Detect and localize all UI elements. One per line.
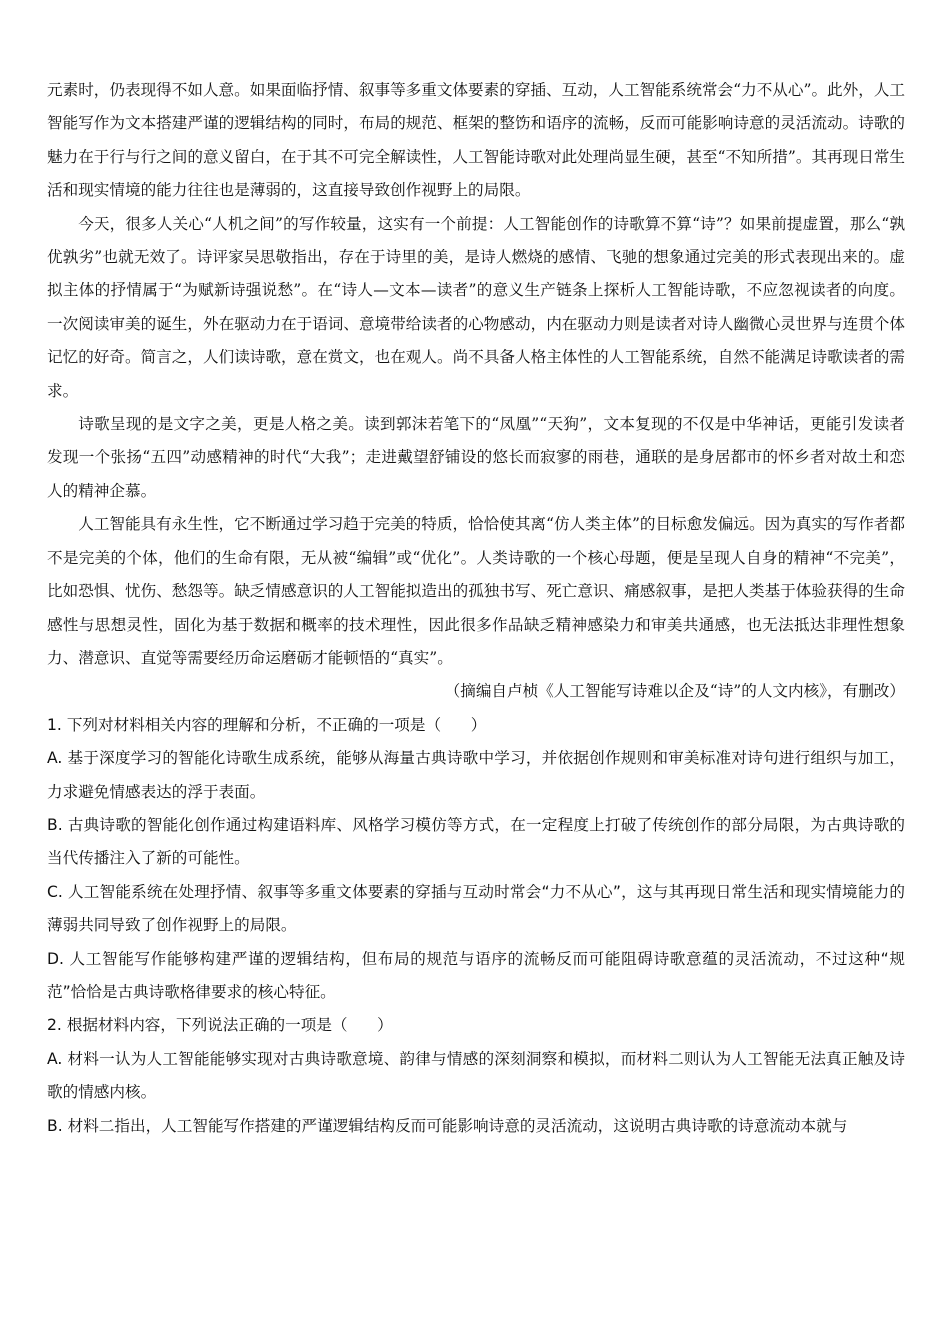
question-2-option-b: B. 材料二指出，人工智能写作搭建的严谨逻辑结构反而可能影响诗意的灵活流动，这说明古典诗歌的诗意流动本就与 bbox=[47, 1116, 848, 1135]
paragraph-1: 元素时，仍表现得不如人意。如果面临抒情、叙事等多重文体要素的穿插、互动，人工智能系统常会“力不从心”。此外，人工智能写作为文本搭建严谨的逻辑结构的同时，布局的规范、框架的整饬和语序的流畅，反而可能影响诗意的灵活流动。诗歌的魅力在于行与行之间的意义留白，在于其不可完全解读性，人工智能诗歌对此处理尚显生硬，甚至“不知所措”。其再现日常生活和现实情境的能力往往也是薄弱的，这直接导致创作视野上的局限。 bbox=[47, 81, 906, 200]
question-2-stem-text: 2. 根据材料内容，下列说法正确的一项是（ bbox=[47, 1016, 348, 1035]
paragraph-3: 诗歌呈现的是文字之美，更是人格之美。读到郭沫若笔下的“凤凰”“天狗”，文本复现的不仅是中华神话，更能引发读者发现一个张扬“五四”动感精神的时代“大我”；走进戴望舒铺设的悠长而寂寥的雨巷，通联的是身居都市的怀乡者对故土和恋人的精神企慕。 bbox=[47, 415, 905, 500]
document-page bbox=[47, 74, 905, 1143]
question-2-option-a: A. 材料一认为人工智能能够实现对古典诗歌意境、韵律与情感的深刻洞察和模拟，而材料二则认为人工智能无法真正触及诗歌的情感内核。 bbox=[47, 1049, 905, 1102]
question-1-option-a: A. 基于深度学习的智能化诗歌生成系统，能够从海量古典诗歌中学习，并依据创作规则和审美标准对诗句进行组织与加工，力求避免情感表达的浮于表面。 bbox=[47, 749, 905, 801]
question-1-stem-close: ） bbox=[470, 715, 487, 734]
question-1-option-b: B. 古典诗歌的智能化创作通过构建语料库、风格学习模仿等方式，在一定程度上打破了传统创作的部分局限，为古典诗歌的当代传播注入了新的可能性。 bbox=[47, 815, 905, 868]
question-2-stem-close: ） bbox=[377, 1016, 393, 1035]
question-1-option-c: C. 人工智能系统在处理抒情、叙事等多重文体要素的穿插与互动时常会“力不从心”，这与其再现日常生活和现实情境能力的薄弱共同导致了创作视野上的局限。 bbox=[47, 882, 905, 935]
question-1-stem bbox=[47, 709, 905, 742]
source-citation: （摘编自卢桢《人工智能写诗难以企及“诗”的人文内核》，有删改） bbox=[444, 682, 905, 701]
paragraph-2: 今天，很多人关心“人机之间”的写作较量，这实有一个前提：人工智能创作的诗歌算不算“诗”？如果前提虚置，那么“孰优孰劣”也就无效了。诗评家吴思敬指出，存在于诗里的美，是诗人燃烧的感情、飞驰的想象通过完美的形式表现出来的。虚拟主体的抒情属于“为赋新诗强说愁”。在“诗人—文本—读者”的意义生产链条上探析人工智能诗歌，不应忽视读者的向度。一次阅读审美的诞生，外在驱动力在于语词、意境带给读者的心物感动，内在驱动力则是读者对诗人幽微心灵世界与连贯个体记忆的好奇。简言之，人们读诗歌，意在赏文，也在观人。尚不具备人格主体性的人工智能系统，自然不能满足诗歌读者的需求。 bbox=[47, 214, 905, 400]
question-1-option-d: D. 人工智能写作能够构建严谨的逻辑结构，但布局的规范与语序的流畅反而可能阻碍诗歌意蕴的灵活流动，不过这种“规范”恰恰是古典诗歌格律要求的核心特征。 bbox=[47, 949, 905, 1001]
question-2-stem bbox=[47, 1009, 905, 1042]
paragraph-4: 人工智能具有永生性，它不断通过学习趋于完美的特质，恰恰使其离“仿人类主体”的目标愈发偏远。因为真实的写作者都不是完美的个体，他们的生命有限，无从被“编辑”或“优化”。人类诗歌的一个核心母题，便是呈现人自身的精神“不完美”，比如恐惧、忧伤、愁怨等。缺乏情感意识的人工智能拟造出的孤独书写、死亡意识、痛感叙事，是把人类基于体验获得的生命感性与思想灵性，固化为基于数据和概率的技术理性，因此很多作品缺乏精神感染力和审美共通感，也无法抵达非理性想象力、潜意识、直觉等需要经历命运磨砺才能顿悟的“真实”。 bbox=[47, 515, 906, 667]
question-1-stem-text: 1. 下列对材料相关内容的理解和分析，不正确的一项是（ bbox=[47, 715, 442, 734]
